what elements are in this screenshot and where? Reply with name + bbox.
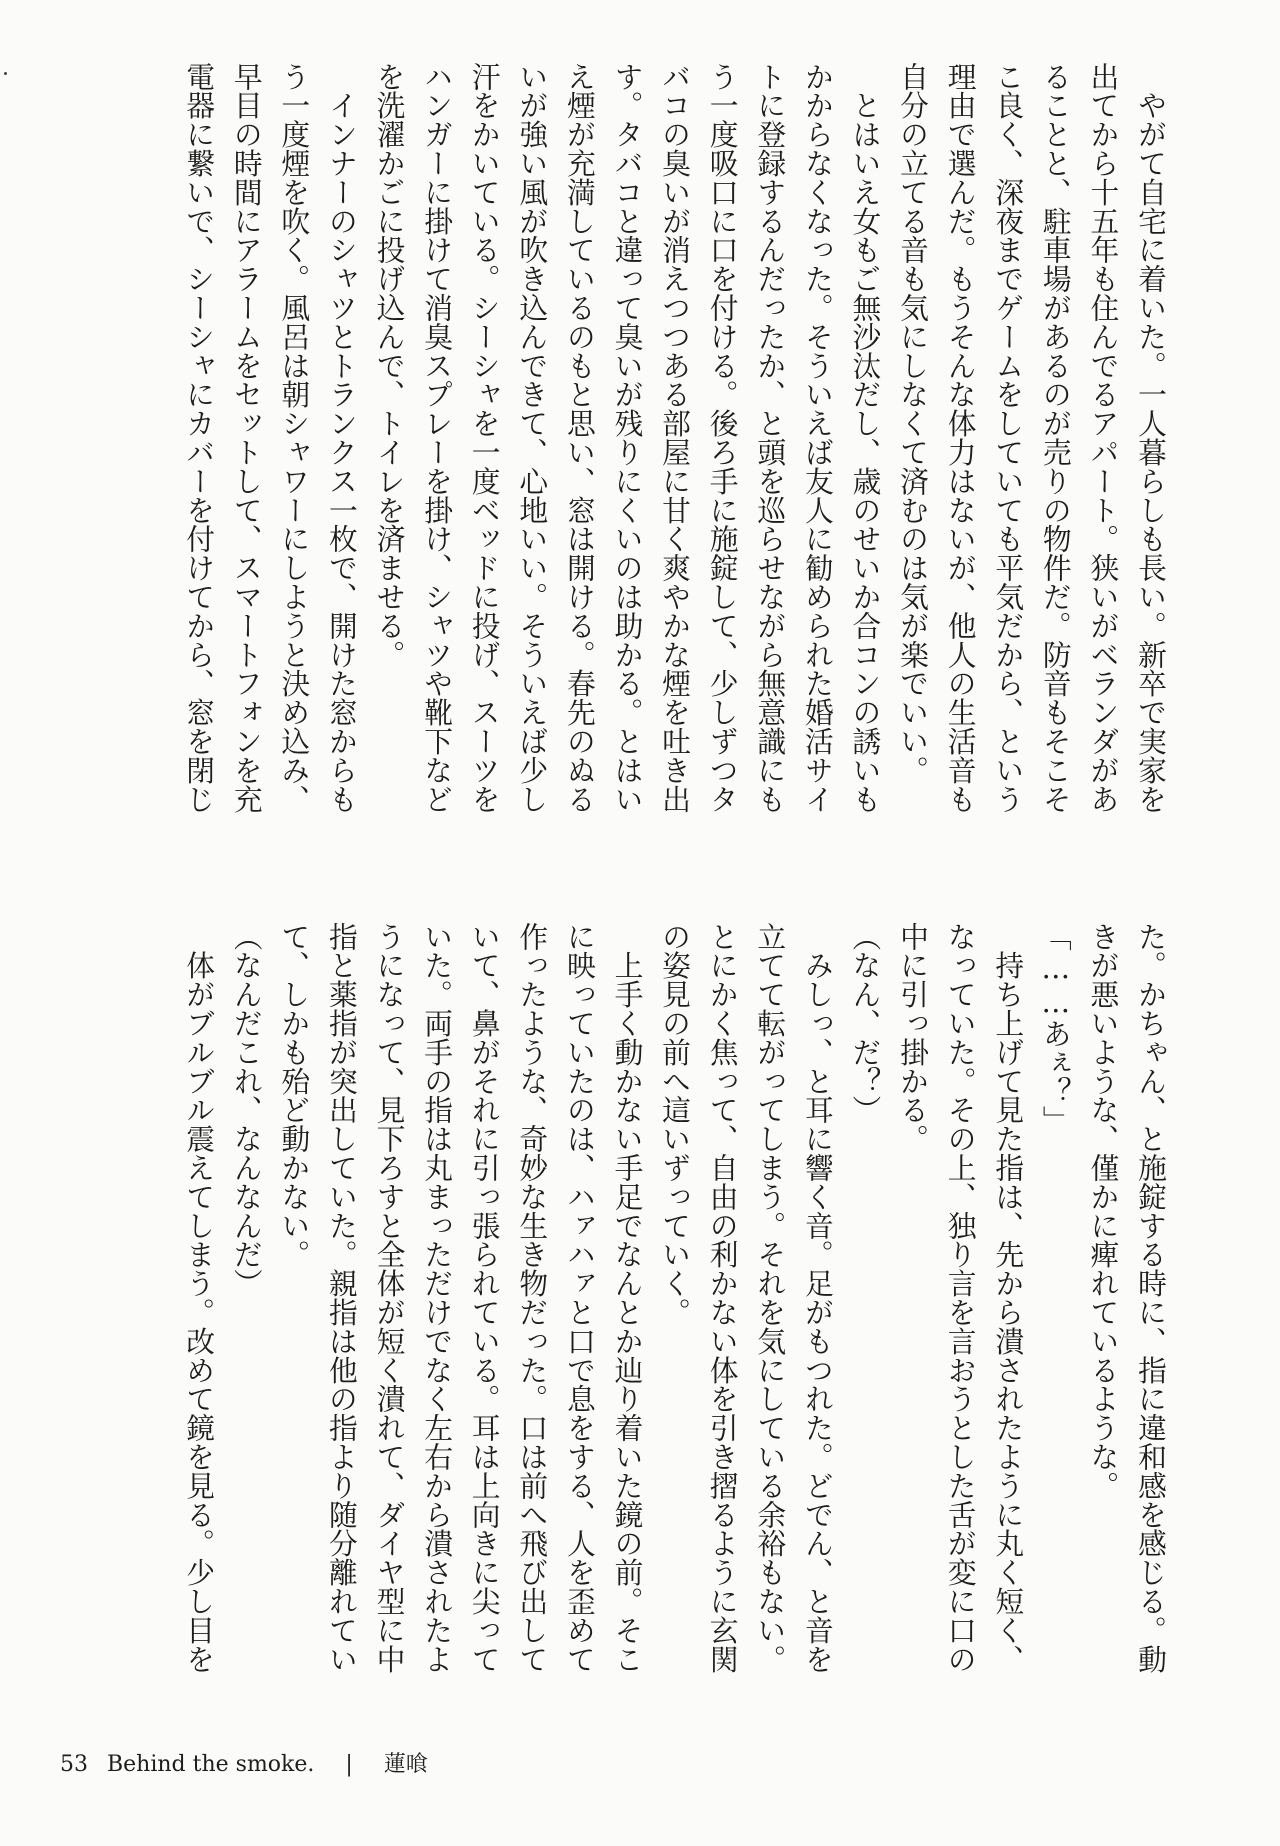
text-line: う一度煙を吹く。風呂は朝シャワーにしようと決め込み、 [277, 62, 312, 814]
text-line: ることと、駐車場があるのが売りの物件だ。防音もそこそ [1038, 62, 1073, 814]
text-line: を洗濯かごに投げ込んで、トイレを済ませる。 [372, 62, 407, 669]
text-line: みしっ、と耳に響く音。足がもつれた。どでん、と音を [800, 922, 835, 1674]
text-line: バコの臭いが消えつつある部屋に甘く爽やかな煙を吐き出 [658, 62, 693, 814]
text-line: 体がブルブル震えてしまう。改めて鏡を見る。少し目を [182, 922, 217, 1674]
text-line: いた。両手の指は丸まっただけでなく左右から潰されたよ [420, 922, 455, 1674]
text-line: いが強い風が吹き込んできて、心地いい。そういえば少し [515, 62, 550, 814]
text-line: （なんだこれ、なんなんだ） [229, 922, 264, 1298]
text-line: に映っていたのは、ハァハァと口で息をする、人を歪めて [562, 922, 597, 1674]
author-name: 蓮喰 [383, 1752, 428, 1777]
text-line: なっていた。その上、独り言を言おうとした舌が変に口の [943, 922, 978, 1674]
page-number: 53 [60, 1752, 88, 1777]
text-line: 早目の時間にアラームをセットして、スマートフォンを充 [229, 62, 264, 814]
footer-separator: | [345, 1752, 353, 1777]
text-line: とにかく焦って、自由の利かない体を引き摺るように玄関 [705, 922, 740, 1674]
text-line: 作ったような、奇妙な生き物だった。口は前へ飛び出して [515, 922, 550, 1674]
text-line: た。かちゃん、と施錠する時に、指に違和感を感じる。動 [1134, 922, 1168, 1674]
text-line: 電器に繋いで、シーシャにカバーを付けてから、窓を閉じ [182, 62, 217, 814]
text-line: う一度吸口に口を付ける。後ろ手に施錠して、少しずつタ [705, 62, 740, 814]
text-line: インナーのシャツとトランクス一枚で、開けた窓からも [324, 62, 359, 814]
text-line: 指と薬指が突出していた。親指は他の指より随分離れてい [324, 922, 359, 1674]
text-line: いて、鼻がそれに引っ張られている。耳は上向きに尖って [467, 922, 502, 1674]
text-line: 中に引っ掛かる。 [896, 922, 931, 1154]
margin-speck [4, 72, 7, 75]
text-line: とはいえ女もご無沙汰だし、歳のせいか合コンの誘いも [848, 62, 883, 814]
text-line: トに登録するんだったか、と頭を巡らせながら無意識にも [753, 62, 788, 814]
text-line: 立てて転がってしまう。それを気にしている余裕もない。 [753, 922, 788, 1674]
text-line: かからなくなった。そういえば友人に勧められた婚活サイ [800, 62, 835, 814]
text-line: 自分の立てる音も気にしなくて済むのは気が楽でいい。 [896, 62, 931, 785]
upper-text-block [60, 62, 1174, 882]
page-footer [60, 1751, 428, 1779]
text-line: やがて自宅に着いた。一人暮らしも長い。新卒で実家を [1134, 62, 1168, 814]
text-line: の姿見の前へ這いずっていく。 [658, 922, 693, 1327]
text-line: 出てから十五年も住んでるアパート。狭いがベランダがあ [1086, 62, 1121, 814]
lower-text-block [60, 922, 1174, 1702]
text-line: 持ち上げて見た指は、先から潰されたように丸く短く、 [991, 922, 1026, 1674]
text-line: 理由で選んだ。もうそんな体力はないが、他人の生活音も [943, 62, 978, 814]
book-title: Behind the smoke. [107, 1752, 315, 1777]
text-line: て、しかも殆ど動かない。 [277, 922, 312, 1269]
text-line: うになって、見下ろすと全体が短く潰れて、ダイヤ型に中 [372, 922, 407, 1674]
text-line: す。タバコと違って臭いが残りにくいのは助かる。とはい [610, 62, 645, 814]
text-line: きが悪いような、僅かに痺れているような。 [1086, 922, 1121, 1500]
text-line: （なん、だ？） [848, 922, 883, 1125]
text-line: こ良く、深夜までゲームをしていても平気だから、という [991, 62, 1026, 814]
text-line: ハンガーに掛けて消臭スプレーを掛け、シャツや靴下など [420, 62, 455, 814]
text-line: 汗をかいている。シーシャを一度ベッドに投げ、スーツを [467, 62, 502, 814]
text-line: え煙が充満しているのもと思い、窓は開ける。春先のぬる [562, 62, 597, 814]
text-line: 「……あぇ？」 [1038, 922, 1073, 1135]
text-line: 上手く動かない手足でなんとか辿り着いた鏡の前。そこ [610, 922, 645, 1674]
